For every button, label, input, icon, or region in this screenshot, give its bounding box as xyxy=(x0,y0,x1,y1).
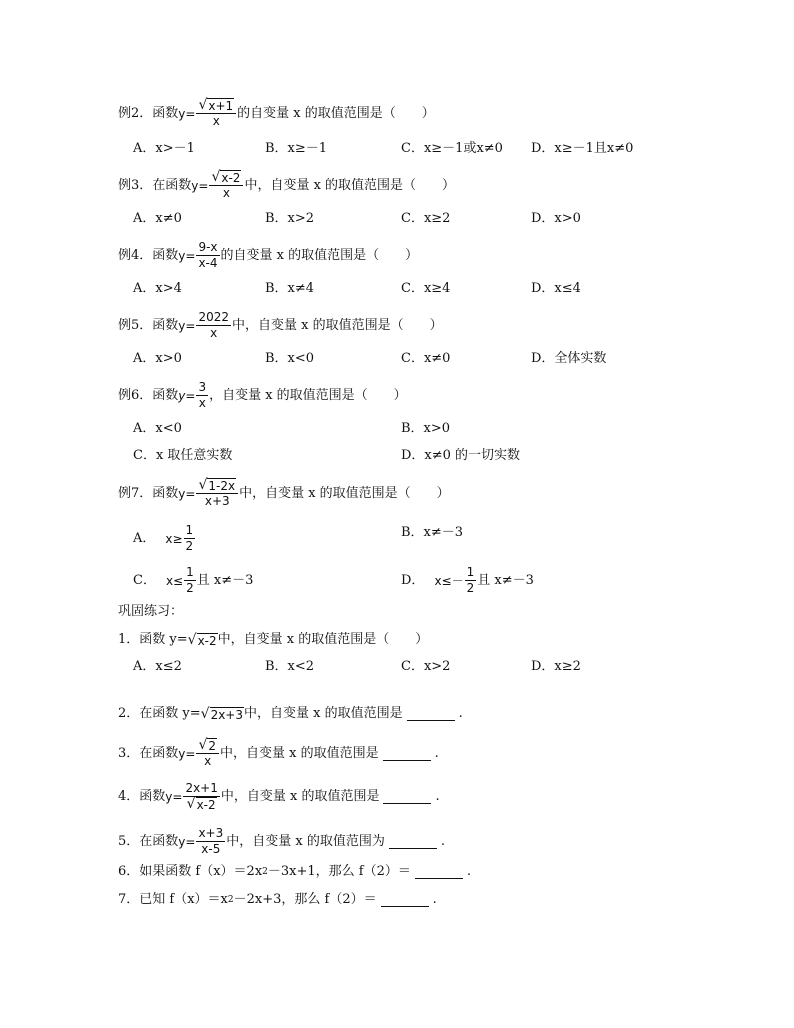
q5-suffix: 中，自变量 x 的取值范围为 xyxy=(226,833,385,849)
option-b[interactable]: B．x<0 xyxy=(265,351,315,366)
example-5-suffix: 中，自变量 x 的取值范围是（ ） xyxy=(231,317,443,333)
example-4-suffix: 的自变量 x 的取值范围是（ ） xyxy=(220,247,419,263)
example-7-suffix: 中，自变量 x 的取值范围是（ ） xyxy=(239,485,450,501)
example-4-y: y= xyxy=(178,248,196,263)
option-d-tail: 且 x≠－3 xyxy=(477,572,534,588)
option-d[interactable]: D．x≥2 xyxy=(531,659,581,674)
q5-numerator: x+3 xyxy=(198,826,224,840)
practice-q1-options xyxy=(133,657,653,677)
option-c-relation: x≤ xyxy=(165,573,184,588)
example-5-denominator: x xyxy=(210,326,218,340)
sqrt: √ x-2 xyxy=(211,169,241,185)
practice-q6 xyxy=(118,862,471,882)
example-3-suffix: 中，自变量 x 的取值范围是（ ） xyxy=(244,177,456,193)
q7-prefix: 7．已知 f（x）＝x xyxy=(118,892,228,907)
sqrt: √ 2 xyxy=(198,737,216,753)
example-5-fraction xyxy=(196,310,231,341)
example-7-numerator: 1-2x xyxy=(208,479,236,493)
q5-y: y= xyxy=(178,834,196,849)
option-a[interactable]: A．x>0 xyxy=(133,351,182,366)
practice-q2 xyxy=(118,704,463,724)
option-a[interactable]: A．x≠0 xyxy=(133,211,182,226)
q4-denominator: x-2 xyxy=(196,798,216,812)
option-a[interactable]: A．x>4 xyxy=(133,281,182,296)
q1-suffix: 中，自变量 x 的取值范围是（ ） xyxy=(217,632,429,647)
q2-answer-blank[interactable] xyxy=(407,707,455,721)
option-b[interactable]: B．x<2 xyxy=(265,659,315,674)
q6-end: . xyxy=(466,864,472,879)
option-d-fraction: $\frac{1}{2}$ xyxy=(466,565,475,595)
option-c[interactable]: C．x 取任意实数 xyxy=(133,448,233,463)
option-c[interactable]: C．x>2 xyxy=(401,659,451,674)
example-2-y: y= xyxy=(178,106,196,121)
option-a-fraction: $\frac{1}{2}$ xyxy=(185,523,194,553)
q1-prefix: 1．函数 y= xyxy=(118,632,188,647)
example-7-options-row1 xyxy=(133,523,653,553)
q3-denominator: x xyxy=(204,754,212,768)
example-6-denominator: x xyxy=(198,396,206,410)
option-d-label: D． xyxy=(401,572,425,588)
example-5-options xyxy=(133,349,653,369)
q5-answer-blank[interactable] xyxy=(389,835,437,849)
option-d[interactable] xyxy=(401,565,534,596)
example-6-suffix: ，自变量 x 的取值范围是（ ） xyxy=(209,387,407,403)
example-4-options xyxy=(133,279,653,299)
example-5-prefix: 例5．函数 xyxy=(118,317,179,333)
q5-end: . xyxy=(440,833,445,849)
example-6-question xyxy=(118,380,407,411)
option-b[interactable]: B．x>0 xyxy=(401,421,451,436)
option-a[interactable]: A．x≤2 xyxy=(133,659,182,674)
option-d[interactable]: D．x≠0 的一切实数 xyxy=(401,448,521,463)
q6-prefix: 6．如果函数 f（x）＝2x xyxy=(118,864,263,879)
q4-suffix: 中，自变量 x 的取值范围是 xyxy=(220,788,380,804)
option-b[interactable]: B．x≥－1 xyxy=(265,141,328,156)
q4-y: y= xyxy=(165,789,183,804)
example-7-denominator: x+3 xyxy=(204,494,230,508)
q2-end: . xyxy=(458,706,463,721)
example-3-y: y= xyxy=(191,178,209,193)
example-4-fraction xyxy=(196,240,219,271)
q4-numerator: 2x+1 xyxy=(185,781,218,795)
example-6-y: y= xyxy=(178,388,196,403)
option-b[interactable]: B．x>2 xyxy=(265,211,315,226)
option-c[interactable] xyxy=(133,565,253,596)
option-d[interactable]: D．x≥－1且x≠0 xyxy=(531,141,634,156)
option-d[interactable]: D．全体实数 xyxy=(531,351,607,366)
practice-q3 xyxy=(118,738,439,769)
q5-denominator: x-5 xyxy=(201,842,221,856)
q6-exponent: 2 xyxy=(262,867,268,877)
example-3-prefix: 例3．在函数 xyxy=(118,177,192,193)
example-4-numerator: 9-x xyxy=(198,240,218,254)
practice-q1 xyxy=(118,630,428,650)
q4-end: . xyxy=(435,788,440,804)
example-5-question xyxy=(118,310,443,341)
practice-q4 xyxy=(118,781,440,812)
q7-answer-blank[interactable] xyxy=(381,893,429,907)
sqrt: √ x-2 xyxy=(187,631,217,648)
example-2-suffix: 的自变量 x 的取值范围是（ ） xyxy=(237,105,435,121)
example-2-numerator: x+1 xyxy=(208,99,234,113)
option-a[interactable]: A．x<0 xyxy=(133,421,182,436)
q4-answer-blank[interactable] xyxy=(383,790,431,804)
q3-y: y= xyxy=(178,746,196,761)
practice-q5 xyxy=(118,826,445,857)
sqrt: √ 1-2x xyxy=(198,477,236,493)
practice-heading: 巩固练习： xyxy=(118,604,184,619)
q3-fraction xyxy=(196,738,219,769)
example-6-fraction xyxy=(196,380,208,411)
q6-answer-blank[interactable] xyxy=(415,865,463,879)
practice-q7 xyxy=(118,890,437,910)
option-b[interactable]: B．x≠4 xyxy=(265,281,315,296)
q7-end: . xyxy=(432,892,437,907)
option-c[interactable]: C．x≥2 xyxy=(401,211,451,226)
example-6-options-row1 xyxy=(133,419,653,439)
example-2-options xyxy=(133,139,653,159)
example-5-numerator: 2022 xyxy=(198,310,229,324)
option-c-tail: 且 x≠－3 xyxy=(196,572,254,588)
option-a-label: A． xyxy=(133,530,156,546)
q6-mid: －3x+1，那么 f（2）＝ xyxy=(267,864,411,879)
option-c[interactable]: C．x≠0 xyxy=(401,351,451,366)
example-6-options-row2 xyxy=(133,446,653,466)
option-a[interactable]: A．x>－1 xyxy=(133,141,195,156)
option-c[interactable]: C．x≥－1或x≠0 xyxy=(401,141,503,156)
option-d-relation: x≤－ xyxy=(434,573,464,588)
q7-exponent: 2 xyxy=(227,895,234,905)
example-7-y: y= xyxy=(178,486,196,501)
example-4-question xyxy=(118,240,418,271)
example-3-options xyxy=(133,209,653,229)
q2-suffix: 中，自变量 x 的取值范围是 xyxy=(244,706,403,721)
q4-prefix: 4．函数 xyxy=(118,788,166,804)
q3-numerator: 2 xyxy=(208,739,216,753)
q4-fraction xyxy=(183,781,219,812)
q7-mid: －2x+3，那么 f（2）＝ xyxy=(233,892,377,907)
q3-answer-blank[interactable] xyxy=(383,747,431,761)
example-3-denominator: x xyxy=(222,186,230,200)
example-5-y: y= xyxy=(178,318,196,333)
option-c-fraction: $\frac{1}{2}$ xyxy=(186,565,194,595)
example-7-question xyxy=(118,478,450,509)
q3-prefix: 3．在函数 xyxy=(118,745,179,761)
option-b[interactable]: B．x≠－3 xyxy=(401,525,464,540)
option-c[interactable]: C．x≥4 xyxy=(401,281,451,296)
example-6-numerator: 3 xyxy=(198,380,207,394)
q3-suffix: 中，自变量 x 的取值范围是 xyxy=(220,745,379,761)
q5-fraction xyxy=(196,826,225,857)
sqrt: √ x-2 xyxy=(186,796,216,812)
example-3-numerator: x-2 xyxy=(221,171,241,185)
example-3-fraction xyxy=(209,170,243,201)
example-4-prefix: 例4．函数 xyxy=(118,247,179,263)
example-7-prefix: 例7．函数 xyxy=(118,485,179,501)
example-2-denominator: x xyxy=(212,114,220,128)
q5-prefix: 5．在函数 xyxy=(118,833,179,849)
example-2-question xyxy=(118,98,435,129)
option-a-relation: x≥ xyxy=(165,531,183,546)
option-d[interactable]: D．x≤4 xyxy=(531,281,581,296)
q2-radicand: 2x+3 xyxy=(210,707,243,722)
example-6-prefix: 例6．函数 xyxy=(118,387,179,403)
q1-radicand: x-2 xyxy=(197,633,217,648)
sqrt: √ 2x+3 xyxy=(200,705,243,722)
example-2-prefix: 例2．函数 xyxy=(118,105,179,121)
example-2-fraction xyxy=(196,98,236,129)
example-3-question xyxy=(118,170,455,201)
sqrt: √ x+1 xyxy=(198,97,234,113)
option-a[interactable] xyxy=(133,523,196,554)
q2-prefix: 2．在函数 y= xyxy=(118,706,201,721)
example-7-options-row2 xyxy=(133,565,653,595)
q3-end: . xyxy=(434,745,439,761)
option-c-label: C． xyxy=(133,572,156,588)
example-4-denominator: x-4 xyxy=(198,256,218,270)
example-7-fraction xyxy=(196,478,238,509)
option-d[interactable]: D．x>0 xyxy=(531,211,581,226)
